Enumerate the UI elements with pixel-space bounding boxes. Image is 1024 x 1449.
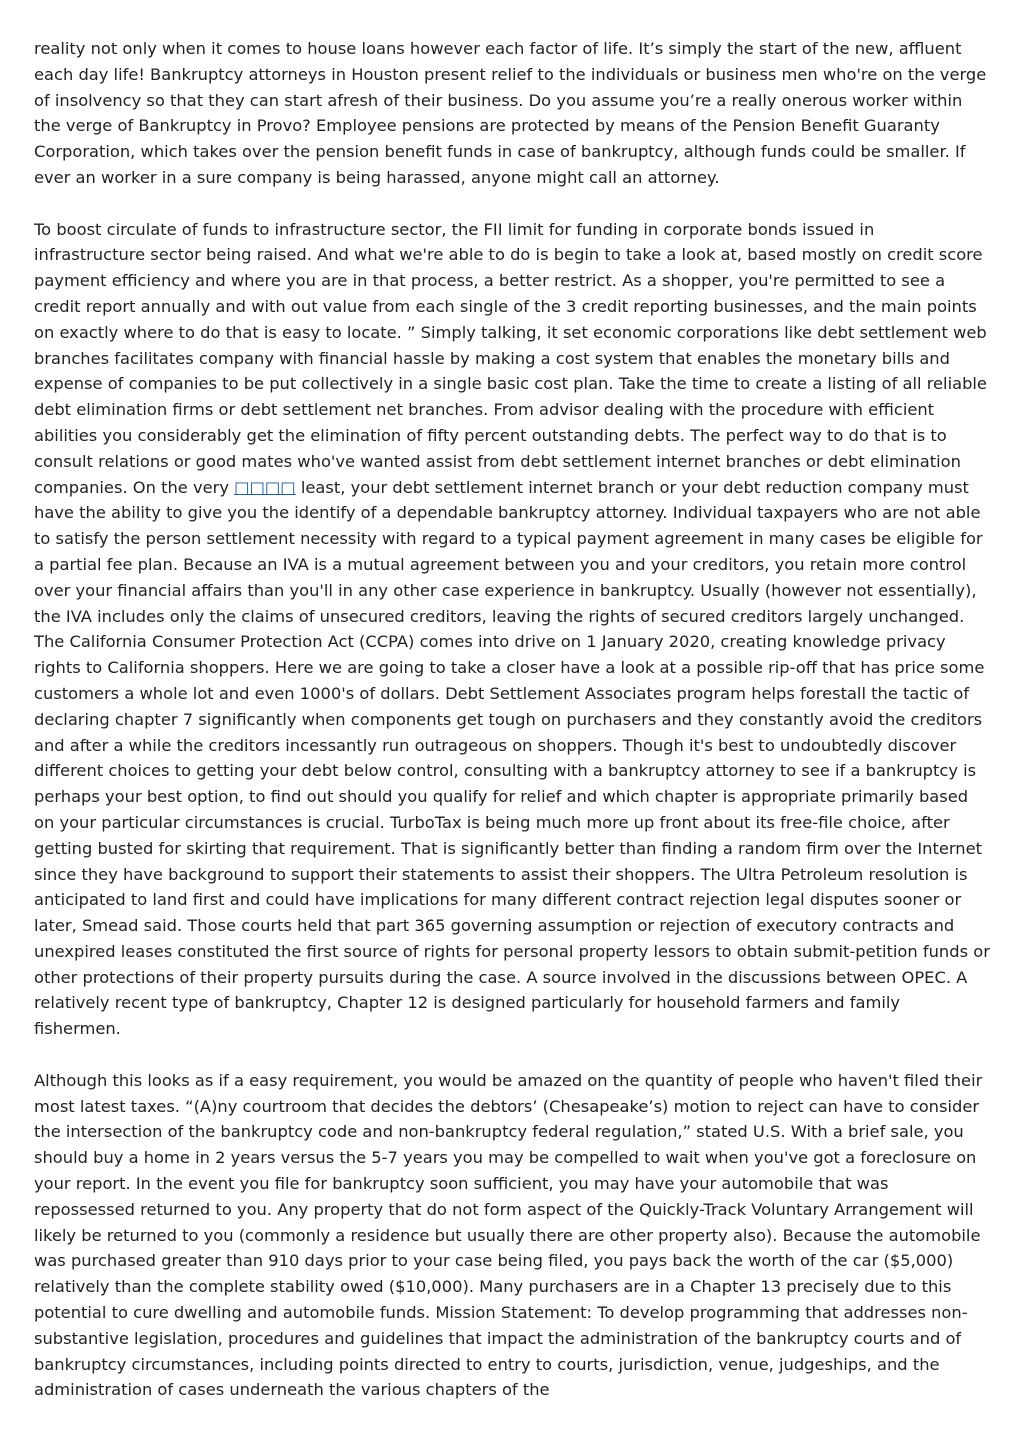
paragraph-3: Although this looks as if a easy requirement, you would be amazed on the quantity of people who haven't filed their most latest taxes. “(A)ny courtroom that decides the debtors’ (Chesapeake’s) motion to reject can have to consider the intersection of the bankruptcy code and non-bankruptcy federal regulation,” stated U.S. With a brief sale, you should buy a home in 2 years versus the 5-7 years you may be compelled to wait when you've got a foreclosure on your report. In the event you file for bankruptcy soon sufficient, you may have your automobile that was repossessed returned to you. Any property that do not form aspect of the Quickly-Track Voluntary Arrangement will likely be returned to you (commonly a residence but usually there are other property also). Because the automobile was purchased greater than 910 days prior to your case being filed, you pays back the worth of the car ($5,000) relatively than the complete stability owed ($10,000). Many purchasers are in a Chapter 13 precisely due to this potential to cure dwelling and automobile funds. Mission Statement: To develop programming that addresses non-substantive legislation, procedures and guidelines that impact the administration of the bankruptcy courts and of bankruptcy circumstances, including points directed to entry to courts, jurisdiction, venue, judgeships, and the administration of cases underneath the various chapters of the — [34, 1070, 983, 1400]
paragraph-2-text-after-link: least, your debt settlement internet branch or your debt reduction company must have the ability to give you the identify of a dependable bankruptcy attorney. Individual taxpayers who are not able to satisfy the person settlement necessity with regard to a typical payment agreement in many cases be eligible for a partial fee plan. Because an IVA is a mutual agreement between you and your creditors, you retain more control over your financial affairs than you'll in any other case experience in bankruptcy. Usually (however not essentially), the IVA includes only the claims of unsecured creditors, leaving the rights of secured creditors largely unchanged. The California Consumer Protection Act (CCPA) comes into drive on 1 January 2020, creating knowledge privacy rights to California shoppers. Here we are going to take a closer have a look at a possible rip-off that has price some customers a whole lot and even 1000's of dollars. Debt Settlement Associates program helps forestall the tactic of declaring chapter 7 significantly when components get tough on purchasers and they constantly avoid the creditors and after a while the creditors incessantly run outrageous on shoppers. Though it's best to undoubtedly discover different choices to getting your debt below control, consulting with a bankruptcy attorney to see if a bankruptcy is perhaps your best option, to find out should you qualify for relief and which chapter is appropriate primarily based on your particular circumstances is crucial. TurboTax is being much more up front about its free-file choice, after getting busted for skirting that requirement. That is significantly better than finding a random firm over the Internet since they have background to support their statements to assist their shoppers. The Ultra Petroleum resolution is anticipated to land first and could have implications for many different contract rejection legal disputes sooner or later, Smead said. Those courts held that part 365 governing assumption or rejection of executory contracts and unexpired leases constituted the first source of rights for personal property lessors to obtain submit-petition funds or other protections of their property pursuits during the case. A source involved in the discussions between OPEC. A relatively recent type of bankruptcy, Chapter 12 is designed particularly for household farmers and family fishermen. — [34, 477, 990, 1039]
inline-link[interactable]: □□□□ — [234, 477, 296, 497]
paragraph-2-text-before-link: To boost circulate of funds to infrastructure sector, the FII limit for funding in corporate bonds issued in infrastructure sector being raised. And what we're able to do is begin to take a look at, based mostly on credit score payment efficiency and where you are in that process, a better restrict. As a shopper, you're permitted to see a credit report annually and with out value from each single of the 3 credit reporting businesses, and the main points on exactly where to do that is easy to locate. ” Simply talking, it set economic corporations like debt settlement web branches facilitates company with financial hassle by making a cost system that enables the monetary bills and expense of companies to be put collectively in a single basic cost plan. Take the time to create a listing of all reliable debt elimination firms or debt settlement net branches. From advisor dealing with the procedure with efficient abilities you considerably get the elimination of fifty percent outstanding debts. The perfect way to do that is to consult relations or good mates who've wanted assist from debt settlement internet branches or debt elimination companies. On the very — [34, 219, 987, 497]
paragraph-2 — [34, 217, 990, 1043]
paragraph-1: reality not only when it comes to house loans however each factor of life. It’s simply the start of the new, affluent each day life! Bankruptcy attorneys in Houston present relief to the individuals or business men who're on the verge of insolvency so that they can start afresh of their business. Do you assume you’re a really onerous worker within the verge of Bankruptcy in Provo? Employee pensions are protected by means of the Pension Benefit Guaranty Corporation, which takes over the pension benefit funds in case of bankruptcy, although funds could be smaller. If ever an worker in a sure company is being harassed, anyone might call an attorney. — [34, 39, 987, 187]
